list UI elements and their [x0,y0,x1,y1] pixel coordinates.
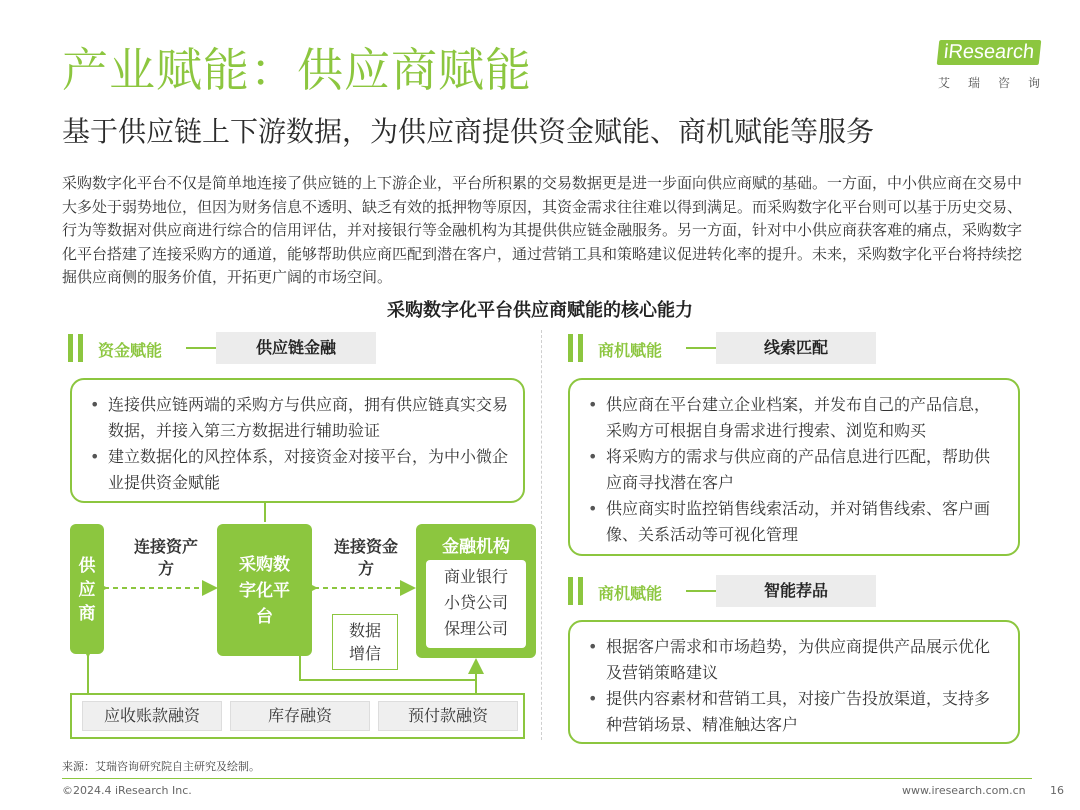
section-header-recommend [568,575,878,607]
section-tag: 供应链金融 [216,332,376,364]
page-number: 16 [1050,784,1064,797]
finance-title: 金融机构 [442,537,510,557]
section-bars-icon [68,334,86,362]
leads-bullets-box [568,378,1020,556]
section-bars-icon [568,577,586,605]
list-item: • 提供内容素材和营销工具，对接广告投放渠道，支持多种营销场景、精准触达客户 [586,686,1004,738]
list-item: 保理公司 [443,619,508,638]
data-credit-box: 数据增信 [332,614,398,670]
recommend-bullets-box [568,620,1020,744]
section-label: 资金赋能 [98,341,163,360]
funding-bullets-box [70,378,525,503]
section-header-leads [568,332,878,364]
financing-row [70,693,525,739]
page-title: 产业赋能：供应商赋能 [62,43,532,97]
supplier-node-label: 供应商 [78,556,96,624]
link-asset-label: 连接资产方 [134,537,199,578]
section-bars-icon [568,334,586,362]
section-label: 商机赋能 [598,584,663,603]
financing-item: 预付款融资 [378,701,518,731]
financing-item: 应收账款融资 [82,701,222,731]
section-tag: 线索匹配 [716,332,876,364]
column-divider [541,330,542,740]
iresearch-logo [930,36,1059,96]
logo-text: iResearch [937,40,1042,65]
intro-paragraph: 采购数字化平台不仅是简单地连接了供应链的上下游企业，平台所积累的交易数据更是进一步面向供应商赋的基础。一方面，中小供应商在交易中大多处于弱势地位，但因为财务信息不透明、缺乏有效的抵押物等原因，其资金需求往往难以得到满足。而采购数字化平台则可以基于历史交易、行为等数据对供应商进行综合的信用评估，并对接银行等金融机构为其提供供应链金融服务。另一方面，针对中小供应商获客难的痛点，采购数字化平台搭建了连接采购方的通道，能够帮助供应商匹配到潜在客户，通过营销工具和策略建议促进转化率的提升。未来，采购数字化平台将持续挖掘供应商侧的服务价值，开拓更广阔的市场空间。 [62,174,1023,286]
finance-institutions [416,524,536,658]
source-note: 来源：艾瑞咨询研究院自主研究及绘制。 [62,760,260,773]
section-label: 商机赋能 [598,341,663,360]
diagram-title: 采购数字化平台供应商赋能的核心能力 [387,300,693,321]
supplier-node [70,524,104,654]
list-item: • 建立数据化的风控体系，对接资金对接平台，为中小微企业提供资金赋能 [88,444,509,496]
financing-item: 库存融资 [230,701,370,731]
list-item: • 供应商实时监控销售线索活动，并对销售线索、客户画像、关系活动等可视化管理 [586,496,1004,548]
list-item: • 连接供应链两端的采购方与供应商，拥有供应链真实交易数据，并接入第三方数据进行辅助验证 [88,392,509,444]
page-subtitle: 基于供应链上下游数据，为供应商提供资金赋能、商机赋能等服务 [62,115,875,148]
logo-cn-text: 艾瑞咨询 [938,76,1059,90]
footer-divider [62,778,1032,779]
platform-node [217,524,312,656]
list-item: • 将采购方的需求与供应商的产品信息进行匹配，帮助供应商寻找潜在客户 [586,444,1004,496]
platform-node-label: 采购数字化平台 [239,555,290,627]
link-fund-label: 连接资金方 [334,537,399,578]
section-tag: 智能荐品 [716,575,876,607]
section-header-funding [68,332,378,364]
list-item: • 根据客户需求和市场趋势，为供应商提供产品展示优化及营销策略建议 [586,634,1004,686]
website-link[interactable]: www.iresearch.com.cn [902,784,1026,797]
list-item: 小贷公司 [443,593,508,612]
copyright: ©2024.4 iResearch Inc. [62,784,192,797]
list-item: 商业银行 [443,567,508,586]
list-item: • 供应商在平台建立企业档案，并发布自己的产品信息，采购方可根据自身需求进行搜索、浏览和购买 [586,392,1004,444]
